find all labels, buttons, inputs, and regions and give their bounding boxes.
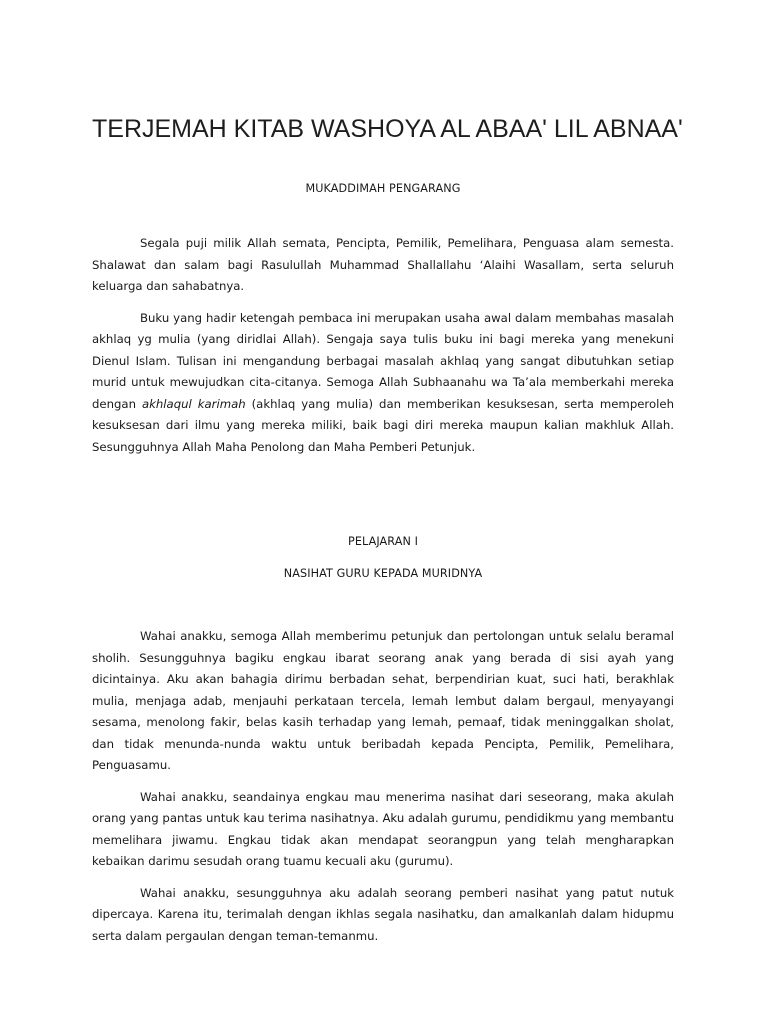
document-title: TERJEMAH KITAB WASHOYA AL ABAA' LIL ABNAA' [92,115,683,143]
lesson-paragraph-2: Wahai anakku, seandainya engkau mau menerima nasihat dari seseorang, maka akulah orang yang pantas untuk kau terima nasihatnya. Aku adalah gurumu, pendidikmu yang membantu memelihara jiwamu. Engkau tidak akan mendapat seorangpun yang telah mengharapkan kebaikan darimu sesudah orang tuamu kecuali aku (gurumu). [92,789,674,868]
lesson-subheading: NASIHAT GURU KEPADA MURIDNYA [283,567,483,580]
preface-body [92,233,674,458]
preface-paragraph-2-text-end: (akhlaq yang mulia) dan memberikan kesuksesan, serta memperoleh kesuksesan dari ilmu yang mereka miliki, baik bagi diri mereka maupun kalian makhluk Allah. Sesungguhnya Allah Maha Penolong dan Maha Pemberi Petunjuk. [92,396,674,454]
lesson-body [92,626,674,947]
lesson-heading: PELAJARAN I [347,535,418,548]
preface-paragraph-2-italic-term: akhlaqul karimah [141,396,246,411]
preface-paragraph-2-text-start: Buku yang hadir ketengah pembaca ini merupakan usaha awal dalam membahas masalah akhlaq yg mulia (yang diridlai Allah). Sengaja saya tulis buku ini bagi mereka yang menekuni Dienul Islam. Tulisan ini mengandung berbagai masalah akhlaq yang sangat dibutuhkan setiap murid untuk mewujudkan cita-citanya. Semoga Allah Subhaanahu wa Ta’ala memberkahi mereka dengan [92,310,674,411]
lesson-paragraph-1: Wahai anakku, semoga Allah memberimu petunjuk dan pertolongan untuk selalu beramal sholih. Sesungguhnya bagiku engkau ibarat seorang anak yang berada di sisi ayah yang dicintainya. Aku akan bahagia dirimu berbadan sehat, berpendirian kuat, suci hati, berakhlak mulia, menjaga adab, menjauhi perkataan tercela, lemah lembut dalam bergaul, menyayangi sesama, menolong fakir, belas kasih terhadap yang lemah, pemaaf, tidak meninggalkan sholat, dan tidak menunda-nunda waktu untuk beribadah kepada Pencipta, Pemilik, Pemelihara, Penguasamu. [92,629,674,772]
preface-paragraph-1: Segala puji milik Allah semata, Pencipta, Pemilik, Pemelihara, Penguasa alam semesta. Shalawat dan salam bagi Rasulullah Muhammad Shallallahu ‘Alaihi Wasallam, serta seluruh keluarga dan sahabatnya. [92,236,674,293]
preface-paragraph-2 [92,308,674,459]
preface-heading: MUKADDIMAH PENGARANG [305,182,461,195]
lesson-paragraph-3: Wahai anakku, sesungguhnya aku adalah seorang pemberi nasihat yang patut nutuk dipercaya. Karena itu, terimalah dengan ikhlas segala nasihatku, dan amalkanlah dalam hidupmu serta dalam pergaulan dengan teman-temanmu. [92,885,674,943]
